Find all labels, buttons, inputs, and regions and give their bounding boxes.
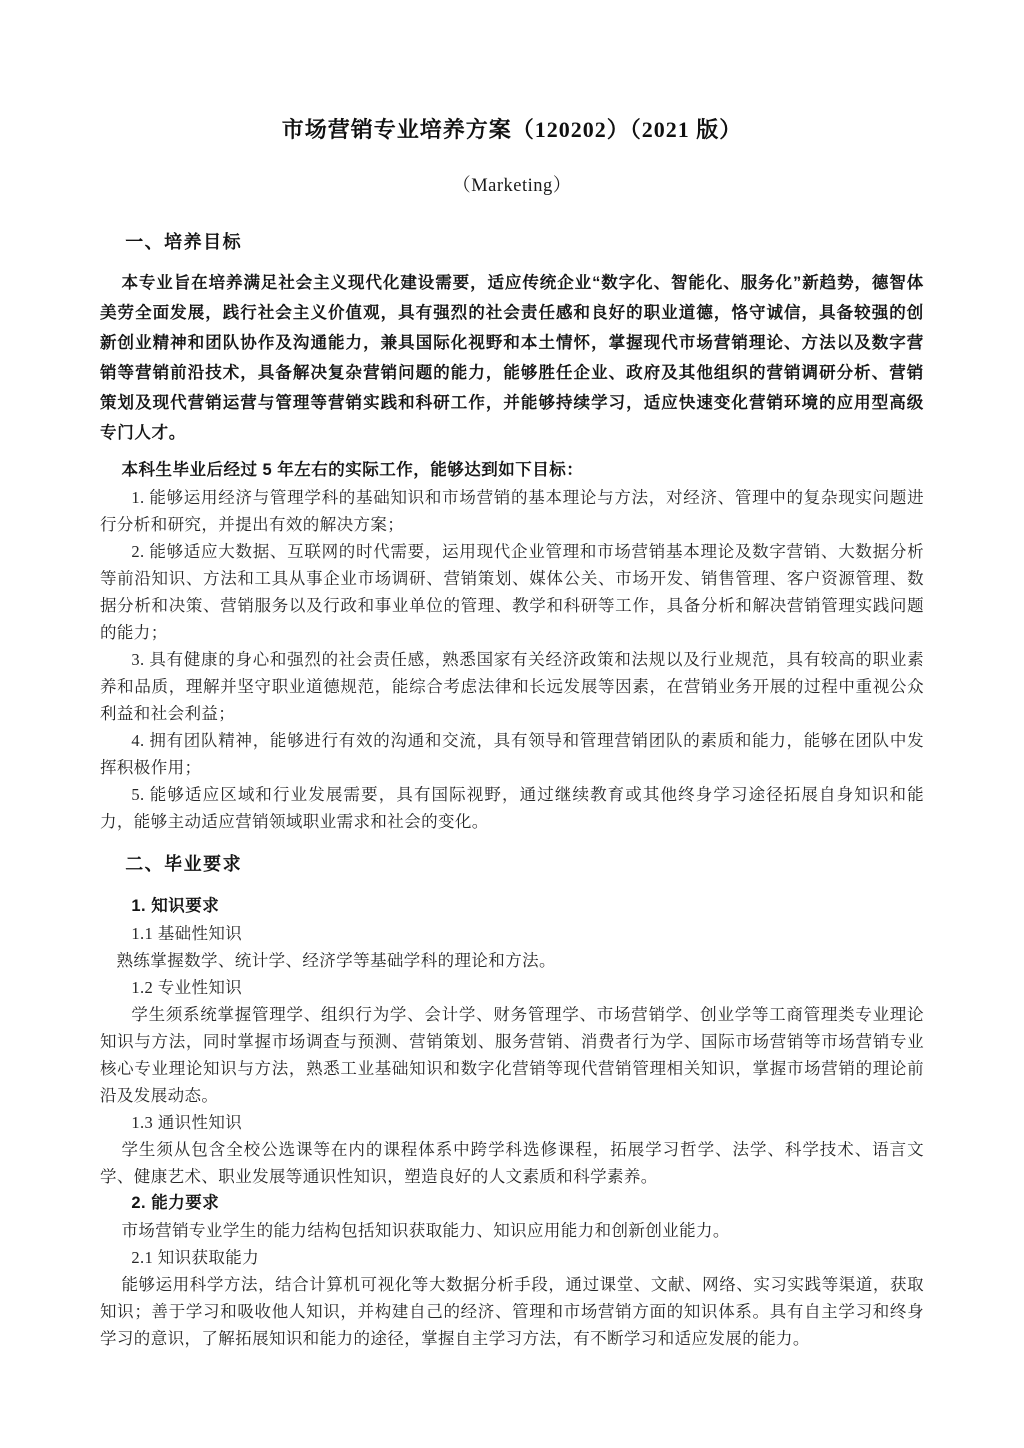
knowledge-professional-text: 学生须系统掌握管理学、组织行为学、会计学、财务管理学、市场营销学、创业学等工商管理类专业理论知识与方法，同时掌握市场调查与预测、营销策划、服务营销、消费者行为学、国际市场营销等市场营销专业核心专业理论知识与方法，熟悉工业基础知识和数字化营销等现代营销管理相关知识，掌握市场营销的理论前沿及发展动态。 <box>100 1005 924 1105</box>
heading-ability-requirements: 2. 能力要求 <box>131 1194 220 1212</box>
knowledge-general-label: 1.3 通识性知识 <box>131 1113 243 1132</box>
knowledge-basic-text: 熟练掌握数学、统计学、经济学等基础学科的理论和方法。 <box>116 951 556 970</box>
ability-lead: 市场营销专业学生的能力结构包括知识获取能力、知识应用能力和创新创业能力。 <box>121 1221 730 1240</box>
heading-knowledge-requirements: 1. 知识要求 <box>131 897 220 915</box>
goal-item-1: 1. 能够运用经济与管理学科的基础知识和市场营销的基本理论与方法，对经济、管理中的复杂现实问题进行分析和研究，并提出有效的解决方案； <box>100 488 924 534</box>
goal-item-4: 4. 拥有团队精神，能够进行有效的沟通和交流，具有领导和管理营销团队的素质和能力，能够在团队中发挥积极作用； <box>100 731 924 777</box>
heading-graduation-requirements: 二、毕业要求 <box>125 854 243 874</box>
goal-item-5: 5. 能够适应区域和行业发展需要，具有国际视野，通过继续教育或其他终身学习途径拓展自身知识和能力，能够主动适应营销领域职业需求和社会的变化。 <box>100 785 924 831</box>
goal-item-2: 2. 能够适应大数据、互联网的时代需要，运用现代企业管理和市场营销基本理论及数字营销、大数据分析等前沿知识、方法和工具从事企业市场调研、营销策划、媒体公关、市场开发、销售管理、客户资源管理、数据分析和决策、营销服务以及行政和事业单位的管理、教学和科研等工作，具备分析和解决营销管理实践问题的能力； <box>100 542 924 642</box>
graduate-goals-lead: 本科生毕业后经过 5 年左右的实际工作，能够达到如下目标： <box>121 461 584 479</box>
document-title: 市场营销专业培养方案（120202）（2021 版） <box>281 117 743 142</box>
goal-item-3: 3. 具有健康的身心和强烈的社会责任感，熟悉国家有关经济政策和法规以及行业规范，具有较高的职业素养和品质，理解并坚守职业道德规范，能综合考虑法律和长远发展等因素，在营销业务开展的过程中重视公众利益和社会利益； <box>100 650 924 723</box>
heading-training-objectives: 一、培养目标 <box>125 232 243 252</box>
ability-acquisition-label: 2.1 知识获取能力 <box>131 1248 260 1267</box>
knowledge-professional-label: 1.2 专业性知识 <box>131 978 243 997</box>
knowledge-general-text: 学生须从包含全校公选课等在内的课程体系中跨学科选修课程，拓展学习哲学、法学、科学技术、语言文学、健康艺术、职业发展等通识性知识，塑造良好的人文素质和科学素养。 <box>100 1140 924 1186</box>
ability-acquisition-text: 能够运用科学方法，结合计算机可视化等大数据分析手段，通过课堂、文献、网络、实习实践等渠道，获取知识；善于学习和吸收他人知识，并构建自己的经济、管理和市场营销方面的知识体系。具有自主学习和终身学习的意识，了解拓展知识和能力的途径，掌握自主学习方法，有不断学习和适应发展的能力。 <box>100 1275 924 1348</box>
knowledge-basic-label: 1.1 基础性知识 <box>131 924 243 943</box>
training-objectives-intro-paragraph: 本专业旨在培养满足社会主义现代化建设需要，适应传统企业“数字化、智能化、服务化”新趋势，德智体美劳全面发展，践行社会主义价值观，具有强烈的社会责任感和良好的职业道德，恪守诚信，具备较强的创新创业精神和团队协作及沟通能力，兼具国际化视野和本土情怀，掌握现代市场营销理论、方法以及数字营销等营销前沿技术，具备解决复杂营销问题的能力，能够胜任企业、政府及其他组织的营销调研分析、营销策划及现代营销运营与管理等营销实践和科研工作，并能够持续学习，适应快速变化营销环境的应用型高级专门人才。 <box>100 274 924 442</box>
document-subtitle-english: （Marketing） <box>452 176 572 196</box>
